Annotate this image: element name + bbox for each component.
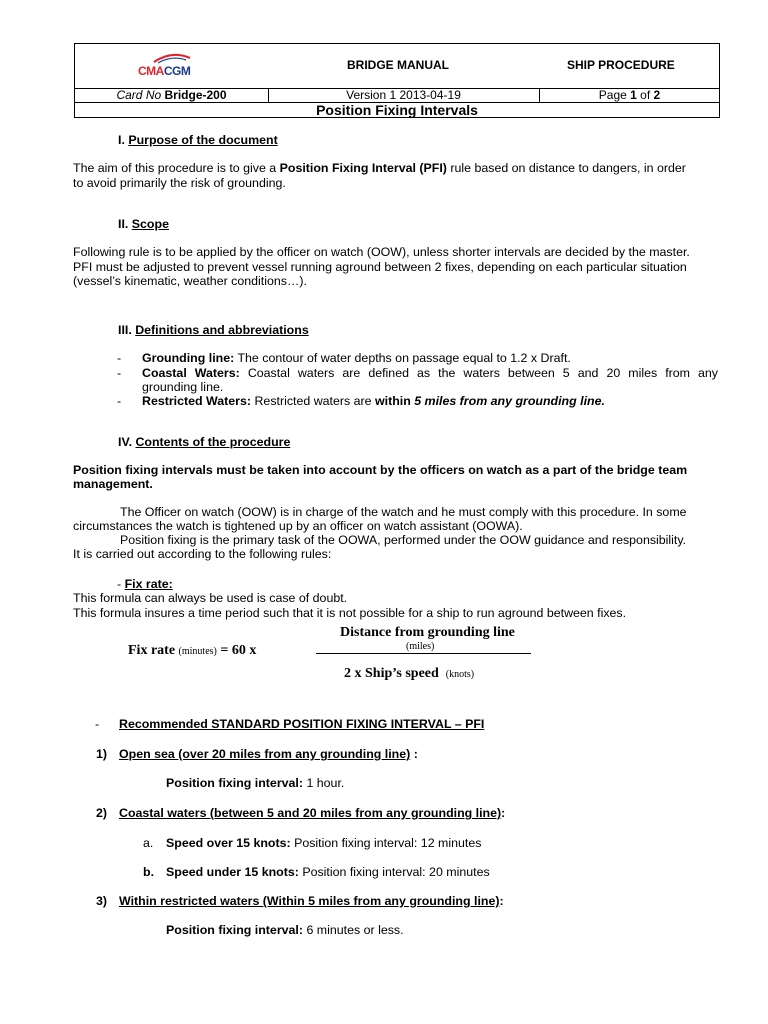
procedure-label: SHIP PROCEDURE: [567, 58, 675, 72]
page-cell: [539, 88, 720, 102]
pfi-sub-b-label: Speed under 15 knots:: [166, 865, 299, 879]
pfi-item-1-head: Open sea (over 20 miles from any grounding line): [119, 747, 411, 761]
section-2-title: Scope: [131, 217, 169, 231]
purpose-text-c: rule based on distance to dangers, in order: [446, 161, 686, 175]
purpose-text-a: The aim of this procedure is to give a: [73, 161, 280, 175]
def-restricted-waters: [142, 394, 605, 408]
card-prefix: Card No: [116, 88, 165, 102]
formula-lhs-unit: (minutes): [178, 646, 217, 657]
def-2-text: Coastal waters are defined as the waters between 5 and 20 miles from any: [239, 366, 718, 380]
section-3-title: Definitions and abbreviations: [135, 323, 309, 337]
section-2-number: II.: [118, 217, 132, 231]
header-top-row: [75, 44, 719, 89]
formula-lhs: [128, 643, 256, 660]
page-prefix: Page: [598, 88, 631, 102]
pfi-sub-a-letter: a.: [143, 836, 154, 850]
header-meta-row: [75, 88, 719, 103]
formula-denominator-text: 2 x Ship’s speed: [344, 666, 439, 681]
section-4-number: IV.: [118, 435, 136, 449]
def-3-term: Restricted Waters:: [142, 394, 252, 408]
section-2-heading: [118, 217, 169, 231]
pfi-item-3-number: 3): [96, 894, 108, 908]
purpose-line-1: [73, 161, 686, 175]
pfi-item-1-value: 1 hour.: [303, 776, 345, 790]
section-4-title: Contents of the procedure: [135, 435, 291, 449]
def-3-bold: within: [374, 394, 415, 408]
fix-rate-dash: -: [117, 577, 125, 591]
card-number: Bridge-200: [164, 88, 227, 102]
pfi-item-1-tail: :: [410, 747, 418, 761]
fix-rate-line-1: This formula can always be used is case of doubt.: [73, 591, 348, 605]
def-2-continuation: grounding line.: [142, 380, 224, 394]
def-1-term: Grounding line:: [142, 351, 235, 365]
formula-lhs-label: Fix rate: [128, 643, 176, 658]
logo-text-cma: CMA: [138, 64, 164, 78]
purpose-text-pfi: Position Fixing Interval (PFI): [279, 161, 447, 175]
card-number-cell: [75, 88, 269, 102]
pfi-sub-a: [166, 836, 481, 850]
section-1-number: I.: [118, 133, 129, 147]
logo-text-cgm: CGM: [163, 64, 191, 78]
pfi-item-3-value: 6 minutes or less.: [303, 923, 404, 937]
pfi-sub-b-value: Position fixing interval: 20 minutes: [298, 865, 490, 879]
pfi-dash: -: [95, 717, 100, 731]
formula-fraction-bar: [316, 653, 531, 654]
def-coastal-waters: [142, 366, 718, 380]
pfi-item-3-label: Position fixing interval:: [166, 923, 303, 937]
def-grounding-line: [142, 351, 571, 365]
pfi-item-3-interval: [166, 923, 404, 937]
pfi-title: Recommended STANDARD POSITION FIXING INTERVAL – PFI: [119, 717, 485, 731]
contents-bold-line-1: Position fixing intervals must be taken into account by the officers on watch as a part of the bridge team: [73, 463, 688, 477]
scope-line-3: (vessel’s kinematic, weather conditions…).: [73, 274, 307, 288]
scope-line-1: Following rule is to be applied by the officer on watch (OOW), unless shorter intervals are decided by the master.: [73, 245, 690, 259]
pfi-sub-b: [166, 865, 490, 879]
page-number: 1: [630, 88, 637, 102]
cma-cgm-logo: [138, 52, 208, 80]
formula-numerator-unit: (miles): [406, 642, 435, 652]
def-1-text: The contour of water depths on passage equal to 1.2 x Draft.: [234, 351, 571, 365]
pfi-item-1-interval: [166, 776, 344, 790]
scope-line-2: PFI must be adjusted to prevent vessel running aground between 2 fixes, depending on each particular situation: [73, 260, 687, 274]
def-3-bullet: -: [117, 394, 122, 408]
pfi-item-2-number: 2): [96, 806, 108, 820]
pfi-item-2-heading: [119, 806, 505, 820]
pfi-item-2-head: Coastal waters (between 5 and 20 miles from any grounding line): [119, 806, 502, 820]
pfi-item-3-head: Within restricted waters (Within 5 miles from any grounding line): [119, 894, 500, 908]
formula-factor: = 60 x: [220, 643, 257, 658]
version-cell: Version 1 2013-04-19: [268, 88, 540, 102]
def-3-text: Restricted waters are: [251, 394, 375, 408]
section-3-heading: [118, 323, 309, 337]
formula-denominator-unit: (knots): [445, 669, 475, 680]
fix-rate-line-2: This formula insures a time period such that it is not possible for a ship to run aground between fixes.: [73, 606, 627, 620]
manual-label: BRIDGE MANUAL: [347, 58, 449, 72]
def-3-bold-italic: 5 miles from any grounding line.: [414, 394, 605, 408]
logo-swoosh-icon: [152, 52, 192, 64]
fix-rate-heading: [117, 577, 173, 591]
page-total: 2: [653, 88, 661, 102]
oow-line-2: circumstances the watch is tightened up by an officer on watch assistant (OOWA).: [73, 519, 523, 533]
formula-denominator: [344, 666, 474, 683]
pfi-item-1-heading: [119, 747, 418, 761]
oow-line-3: Position fixing is the primary task of the OOWA, performed under the OOW guidance and responsibility.: [120, 533, 687, 547]
section-1-heading: [118, 133, 278, 147]
section-3-number: III.: [118, 323, 136, 337]
def-1-bullet: -: [117, 351, 122, 365]
page-of: of: [636, 88, 654, 102]
section-4-heading: [118, 435, 290, 449]
section-1-title: Purpose of the document: [128, 133, 278, 147]
pfi-item-3-heading: [119, 894, 504, 908]
def-2-term: Coastal Waters:: [142, 366, 240, 380]
pfi-item-1-label: Position fixing interval:: [166, 776, 303, 790]
pfi-item-3-tail: :: [499, 894, 504, 908]
pfi-item-1-number: 1): [96, 747, 108, 761]
oow-line-1: The Officer on watch (OOW) is in charge of the watch and he must comply with this procedure. In some: [120, 505, 687, 519]
document-title: Position Fixing Intervals: [316, 102, 478, 118]
document-header: [74, 43, 720, 118]
pfi-sub-a-value: Position fixing interval: 12 minutes: [290, 836, 482, 850]
fix-rate-title: Fix rate:: [124, 577, 173, 591]
pfi-item-2-tail: :: [501, 806, 506, 820]
formula-numerator: Distance from grounding line: [340, 625, 515, 640]
def-2-bullet: -: [117, 366, 122, 380]
purpose-line-2: to avoid primarily the risk of grounding.: [73, 176, 286, 190]
contents-bold-line-2: management.: [73, 477, 153, 491]
pfi-sub-a-label: Speed over 15 knots:: [166, 836, 291, 850]
oow-line-4: It is carried out according to the following rules:: [73, 547, 332, 561]
pfi-sub-b-letter: b.: [143, 865, 155, 879]
